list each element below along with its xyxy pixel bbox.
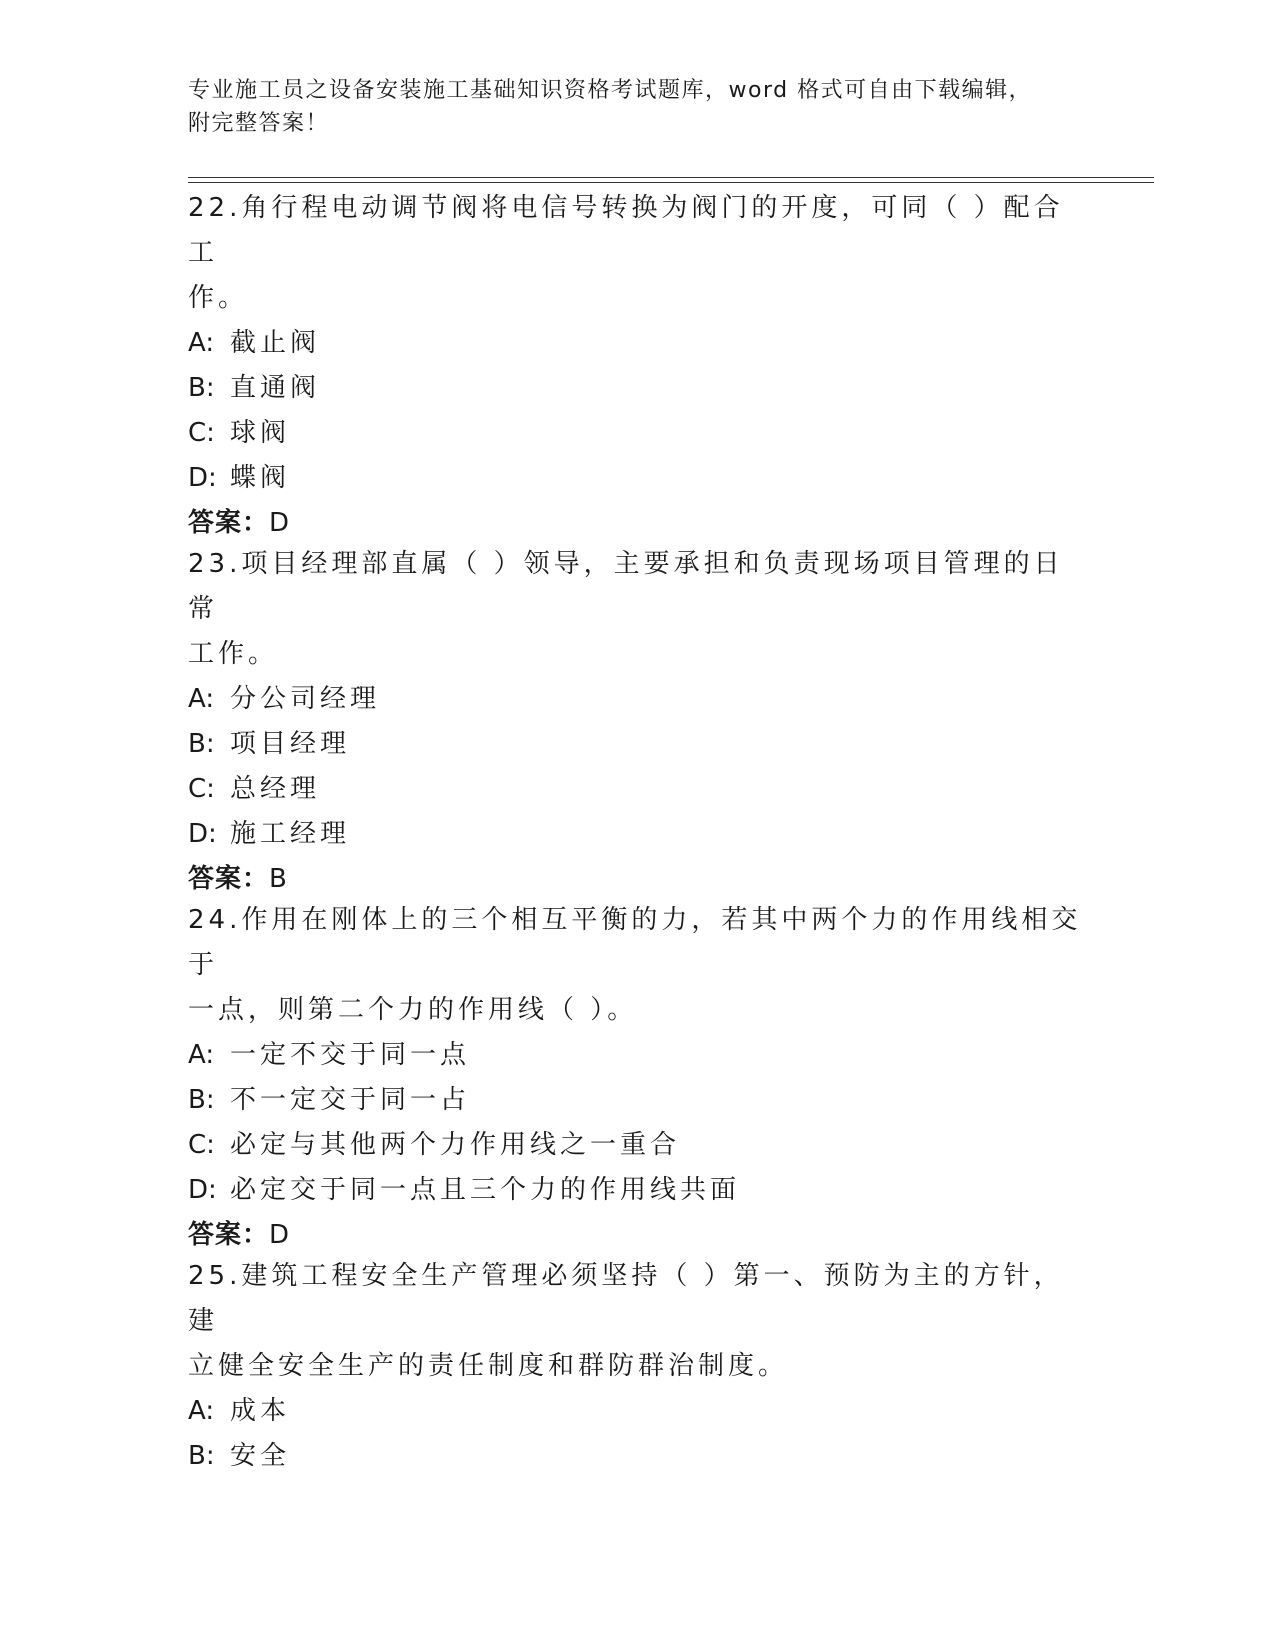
header-line-1: 专业施工员之设备安装施工基础知识资格考试题库，word 格式可自由下载编辑， [188,78,1033,103]
option-key: B: [188,1441,215,1471]
answer-label: 答案： [188,1220,270,1250]
option-key: D: [188,463,217,493]
option-key: A: [188,1040,215,1070]
answer-label: 答案： [188,508,270,538]
option-c [188,1123,1088,1168]
option-text: 直通阀 [230,373,321,403]
option-text: 一定不交于同一点 [230,1040,471,1070]
option-b [188,1078,1088,1123]
option-text: 蝶阀 [230,463,291,493]
question-stem-line-2: 作。 [188,283,249,313]
option-text: 不一定交于同一占 [230,1085,471,1115]
question-24 [188,898,1088,1258]
option-a [188,1389,1088,1434]
option-key: B: [188,1085,215,1115]
answer-value: D [269,508,291,538]
option-d [188,812,1088,857]
document-header [188,74,1068,140]
option-key: A: [188,328,215,358]
answer-line [188,501,1088,546]
question-22 [188,186,1088,546]
question-stem-line-2: 一点，则第二个力的作用线（ ）。 [188,995,638,1025]
option-b [188,722,1088,767]
question-stem-line-2: 立健全安全生产的责任制度和群防群治制度。 [188,1351,789,1381]
option-d [188,1168,1088,1213]
option-key: A: [188,684,215,714]
answer-value: D [269,1220,291,1250]
option-text: 施工经理 [230,819,351,849]
option-key: B: [188,729,215,759]
header-divider-top [188,177,1154,178]
question-23 [188,542,1088,902]
option-key: C: [188,1130,215,1160]
question-stem-line-1: 22.角行程电动调节阀将电信号转换为阀门的开度，可同（ ）配合工 [188,193,1064,268]
question-stem-line-1: 23.项目经理部直属（ ）领导，主要承担和负责现场项目管理的日常 [188,549,1064,624]
option-text: 安全 [230,1441,291,1471]
option-text: 截止阀 [230,328,321,358]
question-25 [188,1254,1088,1479]
option-c [188,767,1088,812]
header-line-2: 附完整答案！ [188,111,330,136]
option-c [188,411,1088,456]
option-a [188,321,1088,366]
question-stem-line-1: 25.建筑工程安全生产管理必须坚持（ ）第一、预防为主的方针，建 [188,1261,1064,1336]
option-text: 球阀 [230,418,291,448]
option-d [188,456,1088,501]
question-stem-line-1: 24.作用在刚体上的三个相互平衡的力，若其中两个力的作用线相交于 [188,905,1082,980]
option-key: D: [188,819,217,849]
answer-line [188,857,1088,902]
option-text: 分公司经理 [230,684,381,714]
option-text: 成本 [230,1396,291,1426]
option-text: 项目经理 [230,729,351,759]
answer-line [188,1213,1088,1258]
option-b [188,1434,1088,1479]
header-divider-bottom [188,182,1154,183]
option-key: D: [188,1175,217,1205]
answer-value: B [269,864,288,894]
option-key: C: [188,774,215,804]
question-stem-line-2: 工作。 [188,639,279,669]
option-key: C: [188,418,215,448]
answer-label: 答案： [188,864,270,894]
option-text: 必定交于同一点且三个力的作用线共面 [230,1175,741,1205]
option-key: A: [188,1396,215,1426]
option-a [188,1033,1088,1078]
option-b [188,366,1088,411]
option-key: B: [188,373,215,403]
option-text: 总经理 [230,774,321,804]
option-a [188,677,1088,722]
option-text: 必定与其他两个力作用线之一重合 [230,1130,681,1160]
